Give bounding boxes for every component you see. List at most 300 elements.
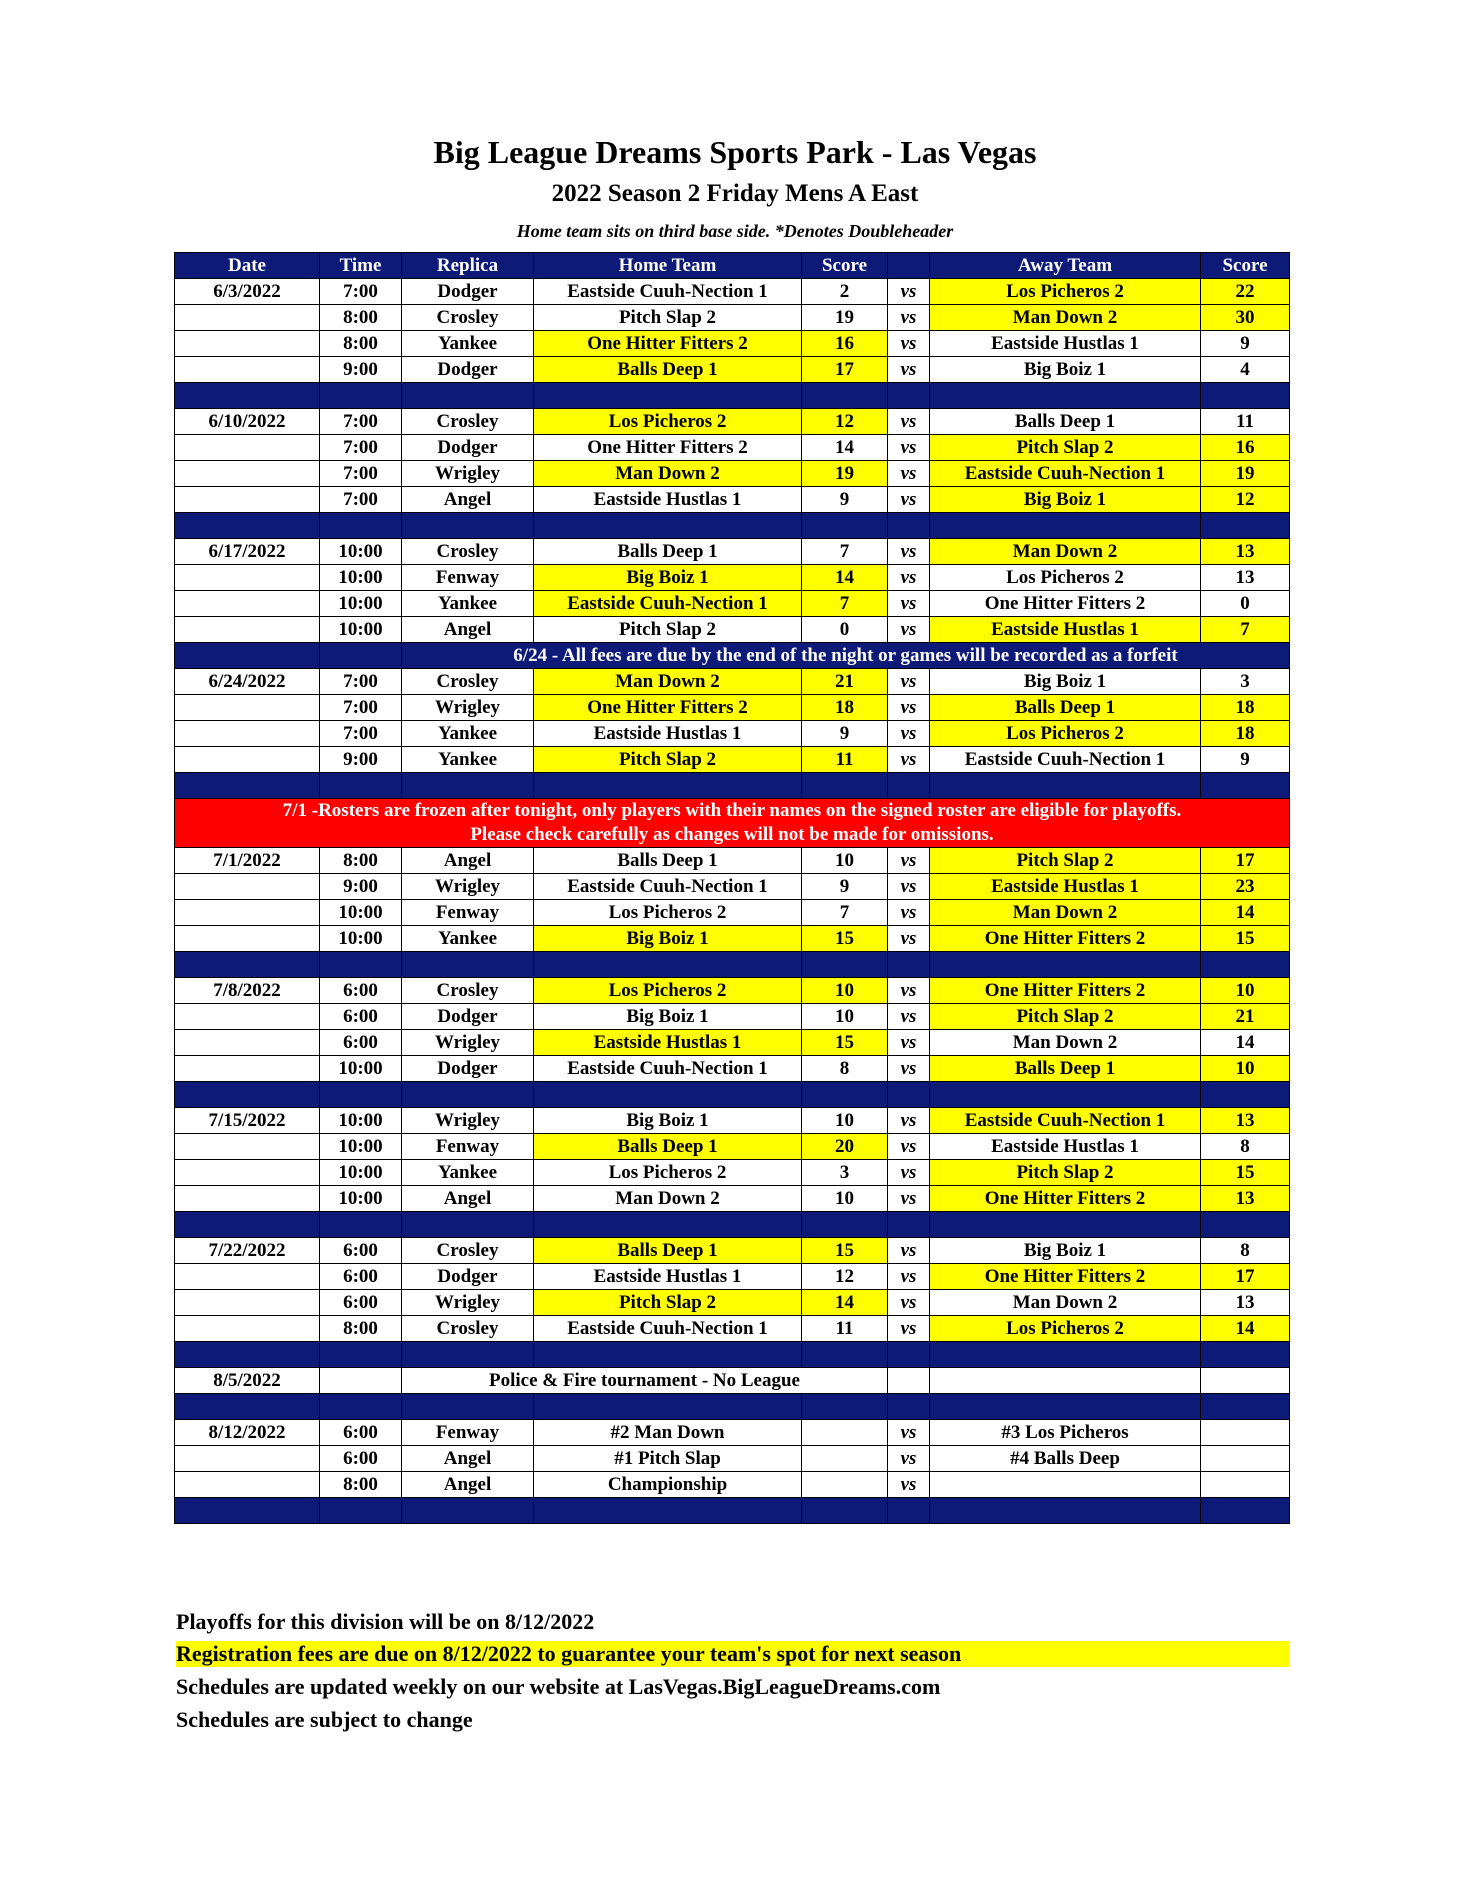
away-team-cell: #4 Balls Deep (930, 1446, 1201, 1472)
game-row (175, 1056, 1290, 1082)
away-team-cell: Eastside Cuuh-Nection 1 (930, 461, 1201, 487)
separator-cell (802, 1212, 888, 1238)
separator-cell (802, 383, 888, 409)
separator-cell (534, 1394, 802, 1420)
schedule-table (174, 252, 1290, 1524)
game-row (175, 1290, 1290, 1316)
separator-cell (1201, 1394, 1290, 1420)
notice-text: 6/24 - All fees are due by the end of the night or games will be recorded as a forfeit (402, 643, 1290, 669)
date-cell: 7/22/2022 (175, 1238, 320, 1264)
game-row (175, 1030, 1290, 1056)
away-score-cell: 9 (1201, 331, 1290, 357)
home-score-cell: 8 (802, 1056, 888, 1082)
separator-cell (1201, 383, 1290, 409)
home-team-cell: #1 Pitch Slap (534, 1446, 802, 1472)
date-cell (175, 695, 320, 721)
home-team-cell: Eastside Cuuh-Nection 1 (534, 874, 802, 900)
away-team-cell: One Hitter Fitters 2 (930, 978, 1201, 1004)
date-cell (175, 461, 320, 487)
vs-cell: vs (888, 1446, 930, 1472)
time-cell: 7:00 (320, 721, 402, 747)
separator-row (175, 952, 1290, 978)
home-score-cell (802, 1446, 888, 1472)
date-cell (175, 487, 320, 513)
footer-playoffs: Playoffs for this division will be on 8/12/2022 (176, 1609, 595, 1634)
home-score-cell: 0 (802, 617, 888, 643)
game-row (175, 848, 1290, 874)
home-team-cell: One Hitter Fitters 2 (534, 331, 802, 357)
away-score-cell: 17 (1201, 1264, 1290, 1290)
home-team-cell: Pitch Slap 2 (534, 747, 802, 773)
vs-cell: vs (888, 1186, 930, 1212)
away-score-cell (1201, 1446, 1290, 1472)
time-cell: 10:00 (320, 539, 402, 565)
time-cell: 6:00 (320, 1004, 402, 1030)
vs-cell: vs (888, 1056, 930, 1082)
away-score-cell: 8 (1201, 1134, 1290, 1160)
vs-cell: vs (888, 1030, 930, 1056)
away-score-cell: 30 (1201, 305, 1290, 331)
replica-cell: Fenway (402, 1420, 534, 1446)
replica-cell: Yankee (402, 1160, 534, 1186)
away-score-cell: 0 (1201, 591, 1290, 617)
separator-cell (1201, 773, 1290, 799)
time-cell: 7:00 (320, 279, 402, 305)
separator-cell (930, 1212, 1201, 1238)
vs-cell: vs (888, 1160, 930, 1186)
home-team-cell: Man Down 2 (534, 1186, 802, 1212)
time-cell: 8:00 (320, 848, 402, 874)
separator-cell (175, 513, 320, 539)
away-team-cell: Eastside Hustlas 1 (930, 1134, 1201, 1160)
home-team-cell: Pitch Slap 2 (534, 617, 802, 643)
date-cell: 6/3/2022 (175, 279, 320, 305)
time-cell: 8:00 (320, 331, 402, 357)
replica-cell: Dodger (402, 435, 534, 461)
replica-cell: Wrigley (402, 874, 534, 900)
replica-cell: Crosley (402, 409, 534, 435)
separator-cell (175, 1212, 320, 1238)
separator-cell (175, 1342, 320, 1368)
game-row (175, 1004, 1290, 1030)
home-team-cell: Los Picheros 2 (534, 900, 802, 926)
time-cell: 6:00 (320, 1030, 402, 1056)
home-score-cell (802, 1472, 888, 1498)
away-team-cell: Los Picheros 2 (930, 565, 1201, 591)
separator-cell (802, 1394, 888, 1420)
date-cell: 7/15/2022 (175, 1108, 320, 1134)
vs-cell: vs (888, 1238, 930, 1264)
away-score-cell (1201, 1420, 1290, 1446)
separator-cell (930, 952, 1201, 978)
separator-cell (402, 773, 534, 799)
separator-cell (1201, 1082, 1290, 1108)
separator-cell (930, 773, 1201, 799)
home-score-cell: 19 (802, 305, 888, 331)
away-team-cell: Man Down 2 (930, 305, 1201, 331)
replica-cell: Dodger (402, 357, 534, 383)
away-score-cell: 10 (1201, 1056, 1290, 1082)
replica-cell: Crosley (402, 1316, 534, 1342)
replica-cell: Yankee (402, 747, 534, 773)
alert-message (175, 799, 1290, 848)
home-score-cell: 16 (802, 331, 888, 357)
date-cell (175, 565, 320, 591)
footer-website: Schedules are updated weekly on our website at LasVegas.BigLeagueDreams.com (176, 1674, 941, 1699)
replica-cell: Angel (402, 848, 534, 874)
separator-cell (888, 952, 930, 978)
away-team-cell: Los Picheros 2 (930, 721, 1201, 747)
vs-cell: vs (888, 1420, 930, 1446)
col-home-team: Home Team (534, 253, 802, 279)
game-row (175, 487, 1290, 513)
away-score-cell: 22 (1201, 279, 1290, 305)
away-score-cell: 14 (1201, 1316, 1290, 1342)
away-team-cell: One Hitter Fitters 2 (930, 1186, 1201, 1212)
vs-cell: vs (888, 1134, 930, 1160)
away-team-cell: Los Picheros 2 (930, 1316, 1201, 1342)
separator-cell (320, 383, 402, 409)
away-score-cell: 18 (1201, 721, 1290, 747)
separator-cell (930, 383, 1201, 409)
replica-cell: Yankee (402, 331, 534, 357)
date-cell: 7/8/2022 (175, 978, 320, 1004)
away-score-cell (1201, 1368, 1290, 1394)
separator-cell (320, 952, 402, 978)
home-team-cell: Eastside Cuuh-Nection 1 (534, 591, 802, 617)
vs-cell: vs (888, 926, 930, 952)
away-team-cell: Pitch Slap 2 (930, 848, 1201, 874)
away-team-cell: Man Down 2 (930, 1290, 1201, 1316)
vs-cell: vs (888, 695, 930, 721)
separator-cell (534, 1342, 802, 1368)
game-row (175, 1134, 1290, 1160)
game-row (175, 357, 1290, 383)
home-team-cell: Man Down 2 (534, 461, 802, 487)
date-cell: 6/24/2022 (175, 669, 320, 695)
game-row (175, 1264, 1290, 1290)
page-note: Home team sits on third base side. *Denotes Doubleheader (516, 221, 954, 241)
home-score-cell: 9 (802, 487, 888, 513)
vs-cell: vs (888, 1108, 930, 1134)
home-team-cell: Eastside Cuuh-Nection 1 (534, 279, 802, 305)
away-score-cell: 14 (1201, 1030, 1290, 1056)
vs-cell: vs (888, 1264, 930, 1290)
separator-cell (1201, 513, 1290, 539)
home-score-cell: 15 (802, 926, 888, 952)
separator-cell (888, 1394, 930, 1420)
away-score-cell: 23 (1201, 874, 1290, 900)
separator-cell (320, 1212, 402, 1238)
separator-row (175, 1342, 1290, 1368)
alert-line-1: 7/1 -Rosters are frozen after tonight, only players with their names on the signed roster are eligible for playoffs. (282, 800, 1182, 821)
vs-cell: vs (888, 617, 930, 643)
time-cell: 10:00 (320, 1186, 402, 1212)
home-team-cell: Balls Deep 1 (534, 848, 802, 874)
home-score-cell: 7 (802, 900, 888, 926)
home-team-cell: Big Boiz 1 (534, 1108, 802, 1134)
home-team-cell: #2 Man Down (534, 1420, 802, 1446)
game-row (175, 874, 1290, 900)
date-cell (175, 1186, 320, 1212)
away-team-cell: Big Boiz 1 (930, 1238, 1201, 1264)
time-cell: 8:00 (320, 1472, 402, 1498)
home-score-cell: 15 (802, 1238, 888, 1264)
time-cell: 6:00 (320, 1264, 402, 1290)
separator-cell (930, 1498, 1201, 1524)
home-team-cell: Pitch Slap 2 (534, 305, 802, 331)
away-score-cell: 13 (1201, 1186, 1290, 1212)
time-cell: 10:00 (320, 900, 402, 926)
game-row (175, 331, 1290, 357)
time-cell: 7:00 (320, 461, 402, 487)
away-score-cell: 15 (1201, 926, 1290, 952)
away-team-cell: Balls Deep 1 (930, 1056, 1201, 1082)
date-cell (175, 1160, 320, 1186)
game-row (175, 1238, 1290, 1264)
vs-cell: vs (888, 900, 930, 926)
separator-cell (802, 1342, 888, 1368)
home-score-cell: 2 (802, 279, 888, 305)
home-score-cell: 17 (802, 357, 888, 383)
home-score-cell: 14 (802, 565, 888, 591)
time-cell: 10:00 (320, 1056, 402, 1082)
separator-cell (888, 773, 930, 799)
game-row (175, 409, 1290, 435)
time-cell: 10:00 (320, 1134, 402, 1160)
home-team-cell: Eastside Hustlas 1 (534, 487, 802, 513)
time-cell: 10:00 (320, 565, 402, 591)
col-time: Time (320, 253, 402, 279)
time-cell: 6:00 (320, 1238, 402, 1264)
home-team-cell: Balls Deep 1 (534, 357, 802, 383)
away-team-cell: #3 Los Picheros (930, 1420, 1201, 1446)
home-score-cell: 9 (802, 874, 888, 900)
replica-cell: Wrigley (402, 461, 534, 487)
vs-cell: vs (888, 565, 930, 591)
date-cell (175, 357, 320, 383)
alert-row (175, 799, 1290, 848)
separator-cell (534, 383, 802, 409)
replica-cell: Wrigley (402, 695, 534, 721)
separator-cell (534, 952, 802, 978)
home-team-cell: Eastside Hustlas 1 (534, 1030, 802, 1056)
separator-cell (402, 1342, 534, 1368)
separator-cell (320, 1498, 402, 1524)
replica-cell: Crosley (402, 305, 534, 331)
date-cell (175, 1004, 320, 1030)
separator-row (175, 383, 1290, 409)
vs-cell: vs (888, 461, 930, 487)
away-score-cell: 11 (1201, 409, 1290, 435)
separator-cell (402, 383, 534, 409)
footer-change: Schedules are subject to change (176, 1707, 473, 1732)
separator-cell (320, 1342, 402, 1368)
replica-cell: Angel (402, 1472, 534, 1498)
vs-cell: vs (888, 435, 930, 461)
home-team-cell: Big Boiz 1 (534, 565, 802, 591)
game-row (175, 747, 1290, 773)
away-score-cell: 18 (1201, 695, 1290, 721)
replica-cell: Fenway (402, 565, 534, 591)
game-row (175, 591, 1290, 617)
home-team-cell: Balls Deep 1 (534, 1238, 802, 1264)
separator-cell (402, 1498, 534, 1524)
event-text: Police & Fire tournament - No League (402, 1368, 888, 1394)
away-score-cell: 15 (1201, 1160, 1290, 1186)
home-team-cell: Eastside Hustlas 1 (534, 1264, 802, 1290)
away-score-cell: 13 (1201, 1108, 1290, 1134)
date-cell (175, 1030, 320, 1056)
replica-cell: Dodger (402, 279, 534, 305)
vs-cell: vs (888, 978, 930, 1004)
home-score-cell: 7 (802, 591, 888, 617)
date-cell (175, 1446, 320, 1472)
home-team-cell: Los Picheros 2 (534, 409, 802, 435)
separator-cell (802, 952, 888, 978)
date-cell (175, 1290, 320, 1316)
separator-row (175, 1394, 1290, 1420)
away-team-cell: Pitch Slap 2 (930, 1004, 1201, 1030)
separator-cell (802, 1082, 888, 1108)
separator-cell (534, 773, 802, 799)
time-cell: 10:00 (320, 1160, 402, 1186)
home-score-cell: 10 (802, 978, 888, 1004)
game-row (175, 565, 1290, 591)
game-row (175, 1316, 1290, 1342)
separator-cell (175, 1082, 320, 1108)
vs-cell: vs (888, 409, 930, 435)
vs-cell: vs (888, 721, 930, 747)
date-cell (175, 926, 320, 952)
time-cell: 10:00 (320, 617, 402, 643)
home-team-cell: Man Down 2 (534, 669, 802, 695)
home-score-cell: 21 (802, 669, 888, 695)
replica-cell: Wrigley (402, 1108, 534, 1134)
home-score-cell: 15 (802, 1030, 888, 1056)
home-team-cell: Eastside Cuuh-Nection 1 (534, 1316, 802, 1342)
away-team-cell (930, 1472, 1201, 1498)
away-score-cell: 8 (1201, 1238, 1290, 1264)
home-score-cell: 11 (802, 1316, 888, 1342)
vs-cell: vs (888, 1316, 930, 1342)
time-cell: 7:00 (320, 487, 402, 513)
alert-line-2: Please check carefully as changes will not be made for omissions. (470, 824, 994, 845)
date-cell (175, 747, 320, 773)
separator-cell (402, 1212, 534, 1238)
date-cell: 7/1/2022 (175, 848, 320, 874)
away-team-cell: Big Boiz 1 (930, 669, 1201, 695)
time-cell: 10:00 (320, 1108, 402, 1134)
away-score-cell: 7 (1201, 617, 1290, 643)
replica-cell: Fenway (402, 1134, 534, 1160)
replica-cell: Angel (402, 617, 534, 643)
home-score-cell: 10 (802, 1108, 888, 1134)
date-cell (175, 331, 320, 357)
time-cell: 10:00 (320, 591, 402, 617)
away-team-cell: Pitch Slap 2 (930, 1160, 1201, 1186)
date-cell (175, 1264, 320, 1290)
date-cell (175, 1472, 320, 1498)
col-home-score: Score (802, 253, 888, 279)
vs-cell: vs (888, 539, 930, 565)
away-score-cell: 9 (1201, 747, 1290, 773)
away-score-cell: 3 (1201, 669, 1290, 695)
date-cell (175, 721, 320, 747)
separator-cell (534, 1498, 802, 1524)
away-team-cell: Big Boiz 1 (930, 357, 1201, 383)
vs-cell: vs (888, 848, 930, 874)
replica-cell: Yankee (402, 721, 534, 747)
separator-cell (1201, 1342, 1290, 1368)
replica-cell: Crosley (402, 539, 534, 565)
schedule-body (175, 279, 1290, 1524)
separator-row (175, 513, 1290, 539)
away-team-cell (930, 1368, 1201, 1394)
page-subtitle: 2022 Season 2 Friday Mens A East (551, 180, 919, 207)
time-cell: 6:00 (320, 1290, 402, 1316)
time-cell: 7:00 (320, 409, 402, 435)
separator-cell (888, 513, 930, 539)
col-away-team: Away Team (930, 253, 1201, 279)
replica-cell: Crosley (402, 669, 534, 695)
separator-cell (802, 773, 888, 799)
away-team-cell: Eastside Cuuh-Nection 1 (930, 1108, 1201, 1134)
away-score-cell (1201, 1472, 1290, 1498)
vs-cell: vs (888, 747, 930, 773)
date-cell (175, 591, 320, 617)
vs-cell (888, 1368, 930, 1394)
away-score-cell: 13 (1201, 539, 1290, 565)
home-team-cell: Balls Deep 1 (534, 539, 802, 565)
separator-cell (402, 513, 534, 539)
date-cell (175, 900, 320, 926)
away-team-cell: One Hitter Fitters 2 (930, 1264, 1201, 1290)
game-row (175, 461, 1290, 487)
separator-cell (888, 1082, 930, 1108)
notice-row (175, 643, 1290, 669)
game-row (175, 926, 1290, 952)
separator-cell (320, 773, 402, 799)
home-score-cell: 19 (802, 461, 888, 487)
away-score-cell: 4 (1201, 357, 1290, 383)
separator-cell (534, 513, 802, 539)
time-cell: 9:00 (320, 874, 402, 900)
away-score-cell: 14 (1201, 900, 1290, 926)
vs-cell: vs (888, 1290, 930, 1316)
separator-row (175, 1498, 1290, 1524)
game-row (175, 279, 1290, 305)
date-cell (175, 874, 320, 900)
separator-cell (320, 513, 402, 539)
game-row (175, 1420, 1290, 1446)
separator-cell (175, 952, 320, 978)
page-title: Big League Dreams Sports Park - Las Vegas (433, 134, 1037, 170)
date-cell: 6/17/2022 (175, 539, 320, 565)
date-cell (175, 617, 320, 643)
time-cell: 9:00 (320, 357, 402, 383)
separator-cell (930, 1082, 1201, 1108)
separator-cell (1201, 952, 1290, 978)
separator-cell (175, 773, 320, 799)
game-row (175, 1472, 1290, 1498)
away-team-cell: Big Boiz 1 (930, 487, 1201, 513)
separator-cell (534, 1082, 802, 1108)
replica-cell: Dodger (402, 1264, 534, 1290)
date-cell (175, 1056, 320, 1082)
vs-cell: vs (888, 487, 930, 513)
game-row (175, 1160, 1290, 1186)
